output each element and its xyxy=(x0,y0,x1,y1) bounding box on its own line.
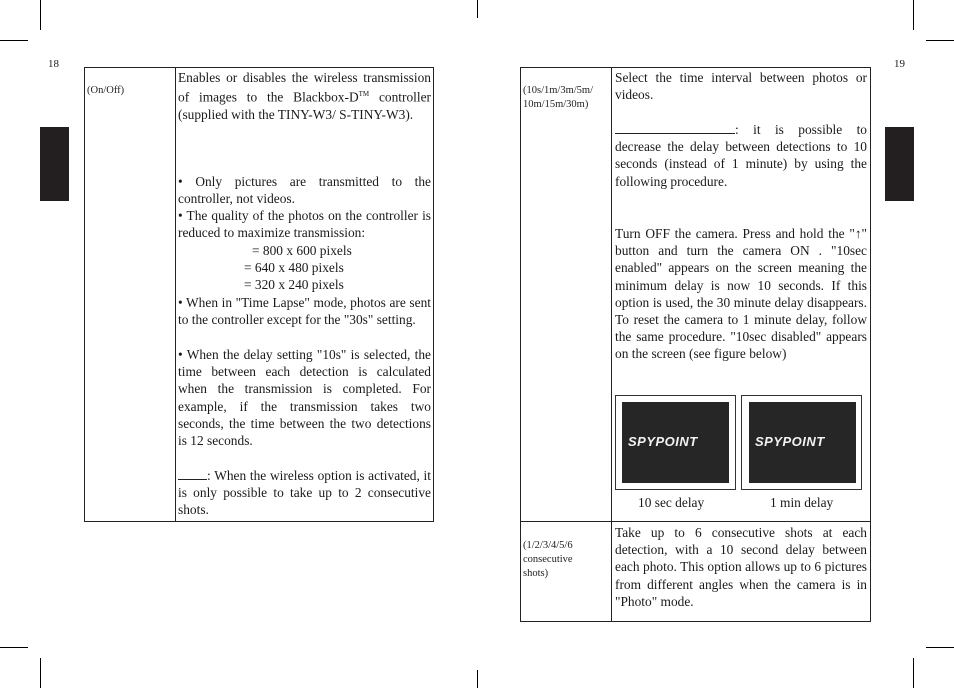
crop-mark xyxy=(913,0,914,30)
camera-screen xyxy=(749,402,856,483)
interval-description: Select the time interval between photos or videos. xyxy=(615,70,867,103)
screen-figure-1min xyxy=(741,395,862,490)
crop-mark xyxy=(0,647,28,648)
column-divider xyxy=(175,67,176,522)
crop-mark xyxy=(913,658,914,688)
crop-mark xyxy=(477,670,478,688)
section-tab-left xyxy=(40,127,69,201)
setting-description xyxy=(178,69,431,123)
tip-underline xyxy=(615,133,735,134)
table-right-rule xyxy=(870,67,871,622)
table-top-rule xyxy=(520,67,871,68)
note-text: : When the wireless option is activated, it is only possible to take up to 2 consecutive shots. xyxy=(178,468,431,518)
screen-figure-10sec xyxy=(615,395,736,490)
row-divider xyxy=(520,521,871,522)
resolution-2: = 640 x 480 pixels xyxy=(244,260,344,275)
crop-mark xyxy=(926,647,954,648)
shots-description: Take up to 6 consecutive shots at each detection, with a 10 second delay between each photo. This option allows up to 6 pictures from different angles when the camera is in "Photo" mode. xyxy=(615,525,867,609)
interval-tip xyxy=(615,121,867,190)
crop-mark xyxy=(477,0,478,18)
bullet-delay: • When the delay setting "10s" is selected, the time between each detection is calculated when the transmission is completed. For example, if the transmission takes two seconds, the time between the two detections is 12 seconds. xyxy=(178,347,431,449)
table-bottom-rule xyxy=(520,621,871,622)
figure-caption-10sec: 10 sec delay xyxy=(638,495,705,510)
column-divider xyxy=(611,67,612,622)
crop-mark xyxy=(926,40,954,41)
table-top-rule xyxy=(84,67,434,68)
spypoint-logo: SPYPOINT xyxy=(628,434,698,449)
table-left-rule xyxy=(520,67,521,622)
interval-procedure: Turn OFF the camera. Press and hold the "↑" button and turn the camera ON . "10sec enabled" appears on the screen meaning the minimum delay is now 10 seconds. If this option is used, the 30 minute delay disappears. To reset the camera to 1 minute delay, follow the same procedure. "10sec disabled" appears on the screen (see figure below) xyxy=(615,226,867,362)
crop-mark xyxy=(40,658,41,688)
trademark: TM xyxy=(358,90,370,99)
bullet-quality: • The quality of the photos on the controller is reduced to maximize transmission: xyxy=(178,208,431,241)
section-tab-right xyxy=(885,127,914,201)
crop-mark xyxy=(0,40,28,41)
page-number-right: 19 xyxy=(894,58,905,70)
page-number-left: 18 xyxy=(48,58,59,70)
wireless-intro-end: controller (supplied with the TINY-W3/ S-TINY-W3). xyxy=(178,89,432,122)
table-left-rule xyxy=(84,67,85,522)
resolution-1: = 800 x 600 pixels xyxy=(252,243,352,258)
bullet-videos: • Only pictures are transmitted to the controller, not videos. xyxy=(178,174,431,207)
camera-screen xyxy=(622,402,729,483)
wireless-intro: Enables or disables the wireless transmission of images to the Blackbox-D xyxy=(178,70,431,105)
crop-mark xyxy=(40,0,41,30)
resolution-3: = 320 x 240 pixels xyxy=(244,277,344,292)
bullet-time-lapse: • When in "Time Lapse" mode, photos are sent to the controller except for the "30s" setting. xyxy=(178,295,431,328)
figure-caption-1min: 1 min delay xyxy=(770,495,834,510)
spypoint-logo: SPYPOINT xyxy=(755,434,825,449)
option-label: (On/Off) xyxy=(87,85,125,96)
shots-option-label: (1/2/3/4/5/6 consecutive shots) xyxy=(523,540,573,579)
wireless-note xyxy=(178,467,431,519)
interval-option-label: (10s/1m/3m/5m/ 10m/15m/30m) xyxy=(523,85,594,110)
note-underline xyxy=(178,479,207,480)
tip-text: : it is possible to decrease the delay between detections to 10 seconds (instead of 1 minute) by using the following procedure. xyxy=(615,122,867,189)
